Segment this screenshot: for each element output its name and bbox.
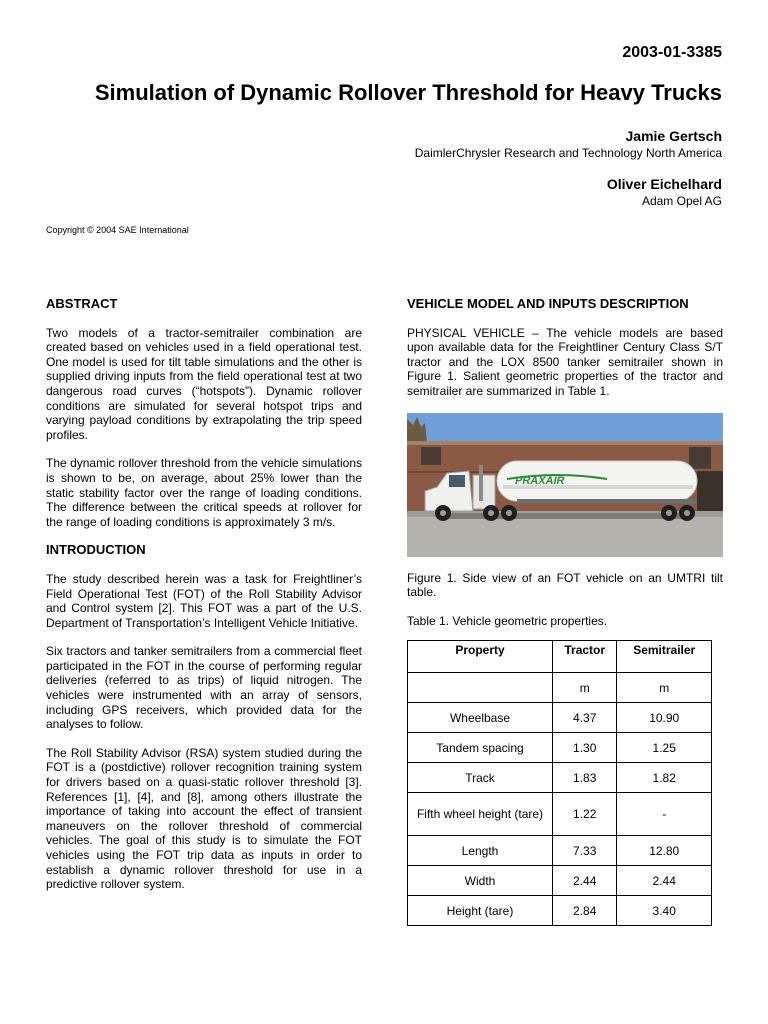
left-column bbox=[46, 297, 362, 906]
table-cell: 1.25 bbox=[617, 733, 712, 763]
table-cell: - bbox=[617, 793, 712, 836]
table-cell: 4.37 bbox=[553, 703, 617, 733]
table-row bbox=[408, 866, 712, 896]
table-cell: 7.33 bbox=[553, 836, 617, 866]
table-caption: Table 1. Vehicle geometric properties. bbox=[407, 613, 608, 628]
table-cell: m bbox=[553, 673, 617, 703]
table-units-row bbox=[408, 673, 712, 703]
tanker-logo: PRAXAIR bbox=[515, 474, 565, 487]
table-cell: 12.80 bbox=[617, 836, 712, 866]
table-row bbox=[408, 763, 712, 793]
table-row bbox=[408, 836, 712, 866]
table-cell: m bbox=[617, 673, 712, 703]
introduction-heading: INTRODUCTION bbox=[46, 542, 146, 558]
table-cell: 1.30 bbox=[553, 733, 617, 763]
table-row bbox=[408, 793, 712, 836]
table-cell: Width bbox=[408, 866, 553, 896]
table-cell: Length bbox=[408, 836, 553, 866]
vehicle-paragraph: PHYSICAL VEHICLE – The vehicle models are based upon available data for the Freightliner Century Class S/T tractor and the LOX 8500 tanker semitrailer shown in Figure 1. Salient geometric properties of the tractor and semitrailer are summarized in Table 1. bbox=[407, 325, 723, 398]
vehicle-properties-table bbox=[407, 640, 712, 926]
right-column bbox=[407, 297, 723, 926]
table-header-cell: Tractor bbox=[553, 641, 617, 673]
figure-caption: Figure 1. Side view of an FOT vehicle on an UMTRI tilt table. bbox=[407, 570, 723, 600]
author-block bbox=[415, 128, 722, 160]
table-header-cell: Semitrailer bbox=[617, 641, 712, 673]
table-cell: Wheelbase bbox=[408, 703, 553, 733]
table-row bbox=[408, 733, 712, 763]
table-cell: 1.82 bbox=[617, 763, 712, 793]
table-row bbox=[408, 703, 712, 733]
paper-number: 2003-01-3385 bbox=[622, 44, 722, 61]
author-affiliation: DaimlerChrysler Research and Technology North America bbox=[414, 146, 722, 160]
table-cell: 2.84 bbox=[553, 896, 617, 926]
abstract-heading: ABSTRACT bbox=[46, 296, 118, 311]
table-cell: 1.22 bbox=[553, 793, 617, 836]
table-cell: 10.90 bbox=[617, 703, 712, 733]
table-header-cell: Property bbox=[408, 641, 553, 673]
table-row bbox=[408, 896, 712, 926]
table-cell: 1.83 bbox=[553, 763, 617, 793]
table-cell: Tandem spacing bbox=[408, 733, 553, 763]
author-block bbox=[607, 176, 722, 208]
author-name: Jamie Gertsch bbox=[625, 128, 722, 144]
table-cell bbox=[408, 673, 553, 703]
abstract-paragraph: Two models of a tractor-semitrailer combination are created based on vehicles used in a field operational test. One model is used for tilt table simulations and the other is supplied driving inputs from the field operational test at two dangerous road curves (“hotspots”). Dynamic rollover conditions are simulated for several hotspot trips and varying payload conditions by extrapolating the trip speed profiles. bbox=[46, 325, 362, 442]
tanker-truck-photo bbox=[407, 413, 723, 557]
introduction-paragraph: The Roll Stability Advisor (RSA) system studied during the FOT is a (postdictive) rollover recognition training system for drivers based on a quasi-static rollover threshold [3]. References [1], [4], and [8], among others illustrate the importance of taking into account the effect of transient maneuvers on the rollover threshold of commercial vehicles. The goal of this study is to simulate the FOT vehicles using the FOT trip data as inputs in order to establish a dynamic rollover threshold for use in a predictive rollover system. bbox=[46, 745, 362, 892]
abstract-paragraph: The dynamic rollover threshold from the vehicle simulations is shown to be, on average, about 25% lower than the static stability factor over the range of loading conditions. The difference between the critical speeds at rollover for the range of loading conditions is approximately 3 m/s. bbox=[46, 456, 362, 529]
table-cell: Track bbox=[408, 763, 553, 793]
vehicle-model-heading: VEHICLE MODEL AND INPUTS DESCRIPTION bbox=[407, 296, 689, 311]
table-cell: 2.44 bbox=[617, 866, 712, 896]
author-name: Oliver Eichelhard bbox=[606, 176, 722, 192]
introduction-paragraph: Six tractors and tanker semitrailers from a commercial fleet participated in the FOT in the course of performing regular deliveries (referred to as trips) of liquid nitrogen. The vehicles were instrumented with an array of sensors, including GPS receivers, which provided data for the analyses to follow. bbox=[46, 644, 362, 732]
table-cell: Height (tare) bbox=[408, 896, 553, 926]
copyright-notice: Copyright © 2004 SAE International bbox=[46, 225, 189, 235]
table-cell: 3.40 bbox=[617, 896, 712, 926]
table-cell: 2.44 bbox=[553, 866, 617, 896]
table-cell: Fifth wheel height (tare) bbox=[408, 793, 553, 836]
paper-title: Simulation of Dynamic Rollover Threshold for Heavy Trucks bbox=[94, 80, 722, 105]
table-header-row bbox=[408, 641, 712, 673]
author-affiliation: Adam Opel AG bbox=[641, 194, 722, 208]
introduction-paragraph: The study described herein was a task for Freightliner’s Field Operational Test (FOT) of the Roll Stability Advisor and Control system [2]. This FOT was a part of the U.S. Department of Transportation’s Intelligent Vehicle Initiative. bbox=[46, 571, 362, 630]
